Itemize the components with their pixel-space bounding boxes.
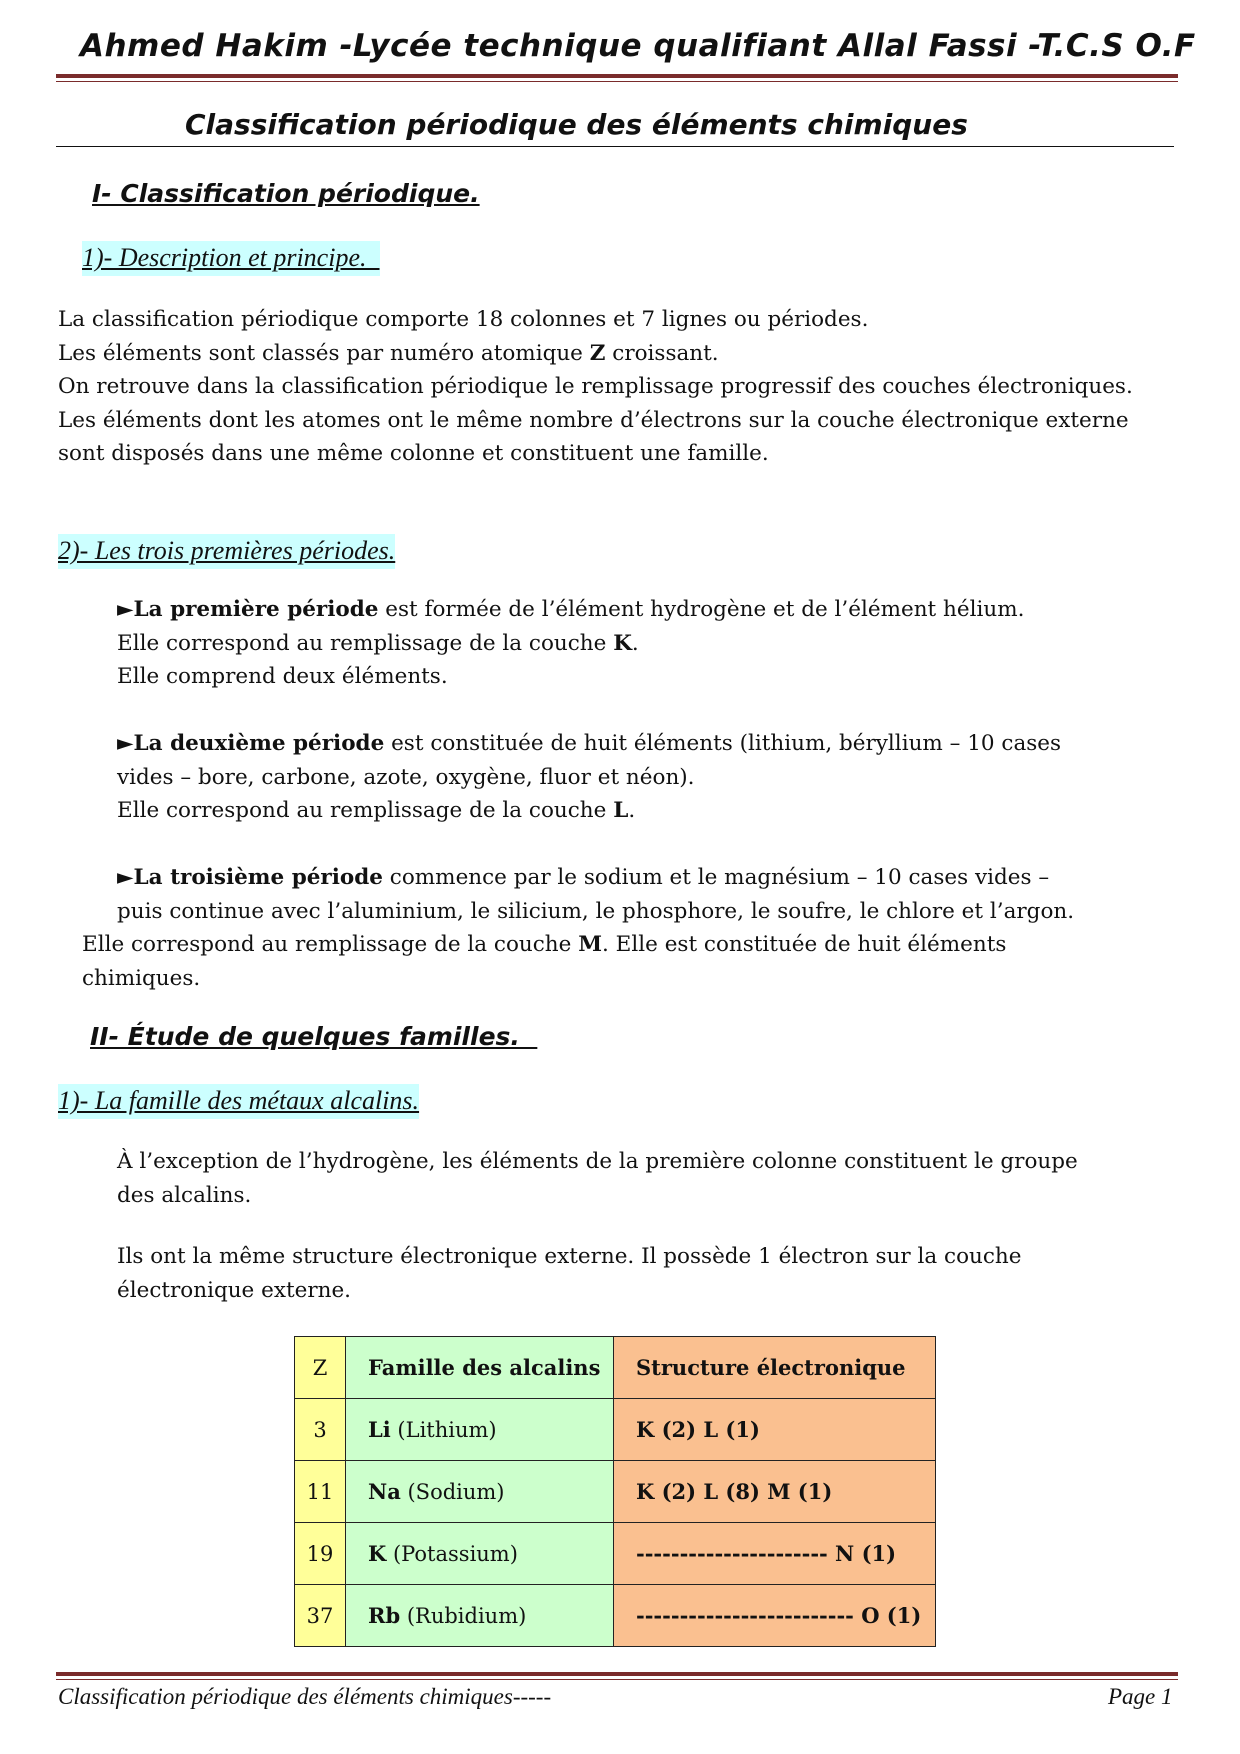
cell-structure: ------------------------- O (1) <box>614 1585 936 1647</box>
table-row <box>295 1523 936 1585</box>
alkali-par2-line-2: électronique externe. <box>117 1277 352 1303</box>
footer-rule-thin <box>56 1679 1178 1680</box>
paragraph-period-1 <box>117 593 1024 694</box>
period-3-line-3: Elle correspond au remplissage de la couche M. Elle est constituée de huit éléments <box>82 932 1007 957</box>
description-line-3: On retrouve dans la classification périodique le remplissage progressif des couches électroniques. <box>58 374 1133 399</box>
period-1-line-1: ►La première période est formée de l’élément hydrogène et de l’élément hélium. <box>117 597 1025 622</box>
subsection-2-1-heading: 1)- La famille des métaux alcalins. <box>58 1084 419 1119</box>
document-title: Classification périodique des éléments chimiques <box>185 108 968 141</box>
table-row <box>295 1399 936 1461</box>
paragraph-period-2 <box>117 727 1061 828</box>
cell-z: 11 <box>295 1461 346 1523</box>
cell-structure: K (2) L (8) M (1) <box>614 1461 936 1523</box>
period-2-line-1: ►La deuxième période est constituée de huit éléments (lithium, béryllium – 10 cases <box>117 731 1062 756</box>
description-line-5: sont disposés dans une même colonne et constituent une famille. <box>58 441 769 466</box>
cell-structure: K (2) L (1) <box>614 1399 936 1461</box>
footer-title: Classification périodique des éléments chimiques----- <box>58 1684 552 1709</box>
alkali-par2-line-1: Ils ont la même structure électronique externe. Il possède 1 électron sur la couche <box>117 1244 1022 1269</box>
period-2-line-2: vides – bore, carbone, azote, oxygène, fluor et néon). <box>117 764 695 790</box>
period-1-line-2: Elle correspond au remplissage de la couche K. <box>117 630 639 656</box>
header-family: Famille des alcalins <box>346 1337 614 1399</box>
title-rule <box>56 146 1174 147</box>
subsection-1-1-heading: 1)- Description et principe. <box>82 241 380 276</box>
cell-family: Li (Lithium) <box>346 1399 614 1461</box>
period-2-line-3: Elle correspond au remplissage de la couche L. <box>117 798 636 823</box>
cell-family: K (Potassium) <box>346 1523 614 1585</box>
paragraph-description <box>58 303 1133 471</box>
cell-structure: ---------------------- N (1) <box>614 1523 936 1585</box>
cell-family: Na (Sodium) <box>346 1461 614 1523</box>
footer-rule-thick <box>56 1672 1178 1676</box>
page-number: Page 1 <box>1108 1684 1173 1709</box>
paragraph-alkali-1 <box>117 1145 1078 1212</box>
cell-family: Rb (Rubidium) <box>346 1585 614 1647</box>
description-line-2: Les éléments sont classés par numéro atomique Z croissant. <box>58 340 719 366</box>
cell-z: 37 <box>295 1585 346 1647</box>
subsection-1-2-heading: 2)- Les trois premières périodes. <box>58 534 395 569</box>
page-header: Ahmed Hakim -Lycée technique qualifiant Allal Fassi -T.C.S O.F <box>80 28 1196 64</box>
period-1-line-3: Elle comprend deux éléments. <box>117 664 448 689</box>
section-1-heading: I- Classification périodique. <box>92 179 480 208</box>
paragraph-period-3-a <box>117 861 1074 928</box>
alkali-par1-line-2: des alcalins. <box>117 1182 252 1208</box>
description-line-1: La classification périodique comporte 18 colonnes et 7 lignes ou périodes. <box>58 307 869 332</box>
section-2-heading: II- Étude de quelques familles. <box>90 1022 538 1051</box>
description-line-4: Les éléments dont les atomes ont le même nombre d’électrons sur la couche électronique externe <box>58 407 1129 433</box>
period-3-line-4: chimiques. <box>82 965 201 991</box>
cell-z: 19 <box>295 1523 346 1585</box>
table-header-row <box>295 1337 936 1399</box>
header-rule-thick <box>56 74 1178 78</box>
table-row <box>295 1461 936 1523</box>
paragraph-period-3-b <box>82 928 1006 995</box>
header-rule-thin <box>56 81 1178 82</box>
paragraph-alkali-2 <box>117 1240 1022 1307</box>
cell-z: 3 <box>295 1399 346 1461</box>
alkali-par1-line-1: À l’exception de l’hydrogène, les éléments de la première colonne constituent le groupe <box>117 1149 1078 1174</box>
table-row <box>295 1585 936 1647</box>
header-structure: Structure électronique <box>614 1337 936 1399</box>
period-3-line-1: ►La troisième période commence par le sodium et le magnésium – 10 cases vides – <box>117 865 1050 890</box>
header-z: Z <box>295 1337 346 1399</box>
alkali-table <box>294 1336 936 1647</box>
period-3-line-2: puis continue avec l’aluminium, le silicium, le phosphore, le soufre, le chlore et l’argon. <box>117 898 1075 924</box>
